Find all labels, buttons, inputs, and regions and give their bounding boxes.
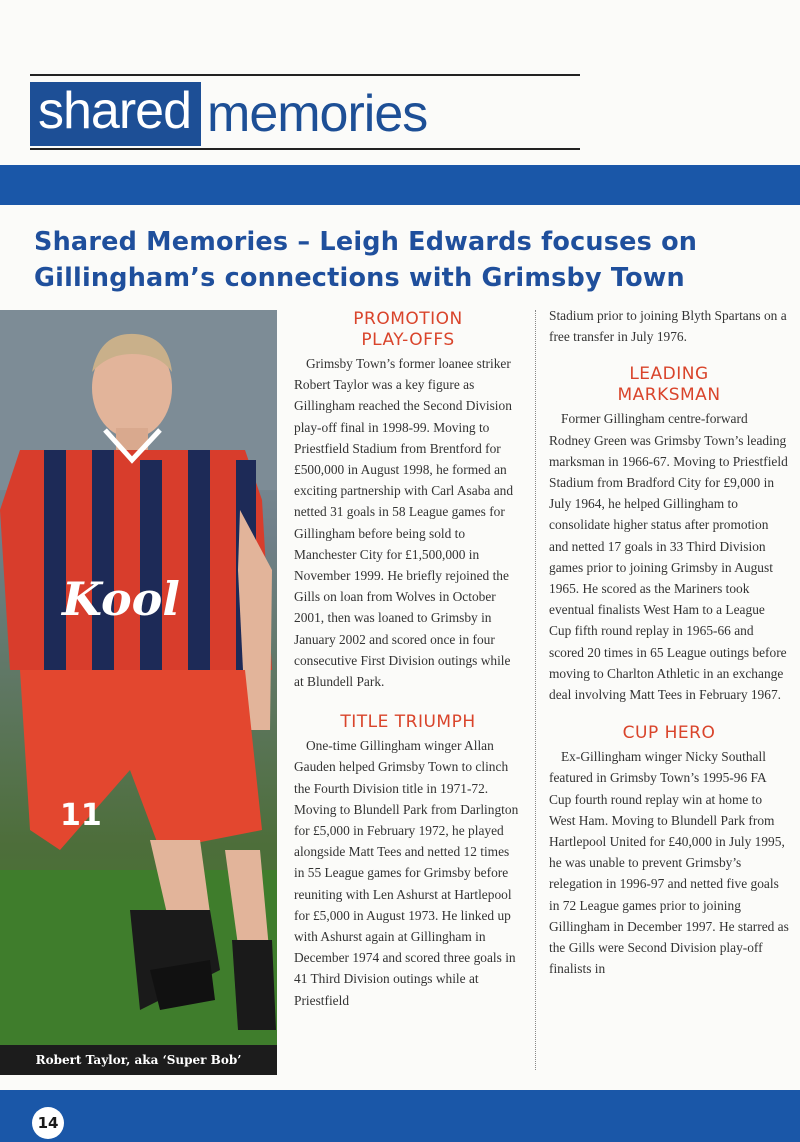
- player-photo: [0, 310, 277, 1075]
- photo-caption: Robert Taylor, aka ‘Super Bob’: [0, 1045, 277, 1075]
- heading-title-triumph: TITLE TRIUMPH: [340, 712, 476, 733]
- headline-line-1: Shared Memories – Leigh Edwards focuses on: [34, 227, 698, 257]
- masthead: [30, 82, 427, 146]
- heading-marksman-line-2: MARKSMAN: [617, 385, 721, 406]
- column-1: [294, 309, 522, 1011]
- masthead-shared: shared: [30, 82, 201, 146]
- heading-promotion-line-2: PLAY-OFFS: [361, 330, 455, 350]
- continued-text: Stadium prior to joining Blyth Spartans on a free transfer in July 1976.: [549, 308, 787, 345]
- cup-hero-body: Ex-Gillingham winger Nicky Southall featured in Grimsby Town’s 1995-96 FA Cup fourth round replay win at home to West Ham. Moving to Blundell Park from Hartlepool United for £40,000 in July 1995, he was unable to prevent Grimsby’s relegation in 1996-97 and netted five goals in 72 League games prior to joining Gillingham in December 1997. He starred as the Gills were Second Division play-off finalists in: [549, 749, 789, 977]
- title-triumph-body: One-time Gillingham winger Allan Gauden helped Grimsby Town to clinch the Fourth Division title in 1971-72. Moving to Blundell Park from Darlington for £5,000 in February 1972, he played alongside Matt Tees and netted 12 times in 55 League games for Grimsby before reuniting with Len Ashurst at Hartlepool for £5,000 in August 1973. He linked up with Ashurst again at Gillingham in December 1974 and scored three goals in 41 Third Division outings while at Priestfield: [294, 738, 519, 1008]
- masthead-bottom-rule: [30, 148, 580, 150]
- top-color-band: [0, 165, 800, 205]
- heading-promotion-playoffs: [294, 309, 522, 351]
- masthead-memories: memories: [207, 85, 428, 143]
- heading-cup-hero: CUP HERO: [622, 723, 716, 744]
- leading-marksman-body: Former Gillingham centre-forward Rodney Green was Grimsby Town’s leading marksman in 1966-67. Moving to Priestfield Stadium from Bradford City for £9,000 in July 1964, he helped Gillingham to consolidate higher status after promotion and netted 17 goals in 33 Third Division games prior to joining Grimsby in August 1965. He scored as the Mariners took eventual finalists West Ham to a League Cup fifth round replay in 1965-66 and scored 20 times in 65 League outings before moving to Charlton Athletic in an exchange deal involving Matt Tees in February 1967.: [549, 411, 788, 703]
- shirt-sponsor-text: Kool: [62, 572, 180, 626]
- bottom-color-band: [0, 1090, 800, 1142]
- page-number: 14: [32, 1107, 64, 1139]
- masthead-top-rule: [30, 74, 580, 76]
- shorts-number: 11: [60, 798, 102, 833]
- column-2: [549, 305, 789, 979]
- heading-leading-marksman: [549, 364, 789, 406]
- column-divider: [535, 310, 536, 1070]
- player-illustration: [0, 310, 277, 1075]
- heading-promotion-line-1: PROMOTION: [353, 309, 463, 329]
- headline-line-2: Gillingham’s connections with Grimsby Town: [34, 263, 685, 293]
- heading-marksman-line-1: LEADING: [629, 364, 709, 385]
- article-headline: [34, 224, 784, 296]
- promotion-body: Grimsby Town’s former loanee striker Robert Taylor was a key figure as Gillingham reached the Second Division play-off final in 1998-99. Moving to Priestfield Stadium from Brentford for £500,000 in August 1998, he formed an exciting partnership with Carl Asaba and netted 31 goals in 58 League games for Gillingham before being sold to Manchester City for £1,500,000 in November 1999. He briefly rejoined the Gills on loan from Wolves in October 2001, then was loaned to Grimsby in January 2002 and scored once in four consecutive First Division outings while at Blundell Park.: [294, 356, 514, 690]
